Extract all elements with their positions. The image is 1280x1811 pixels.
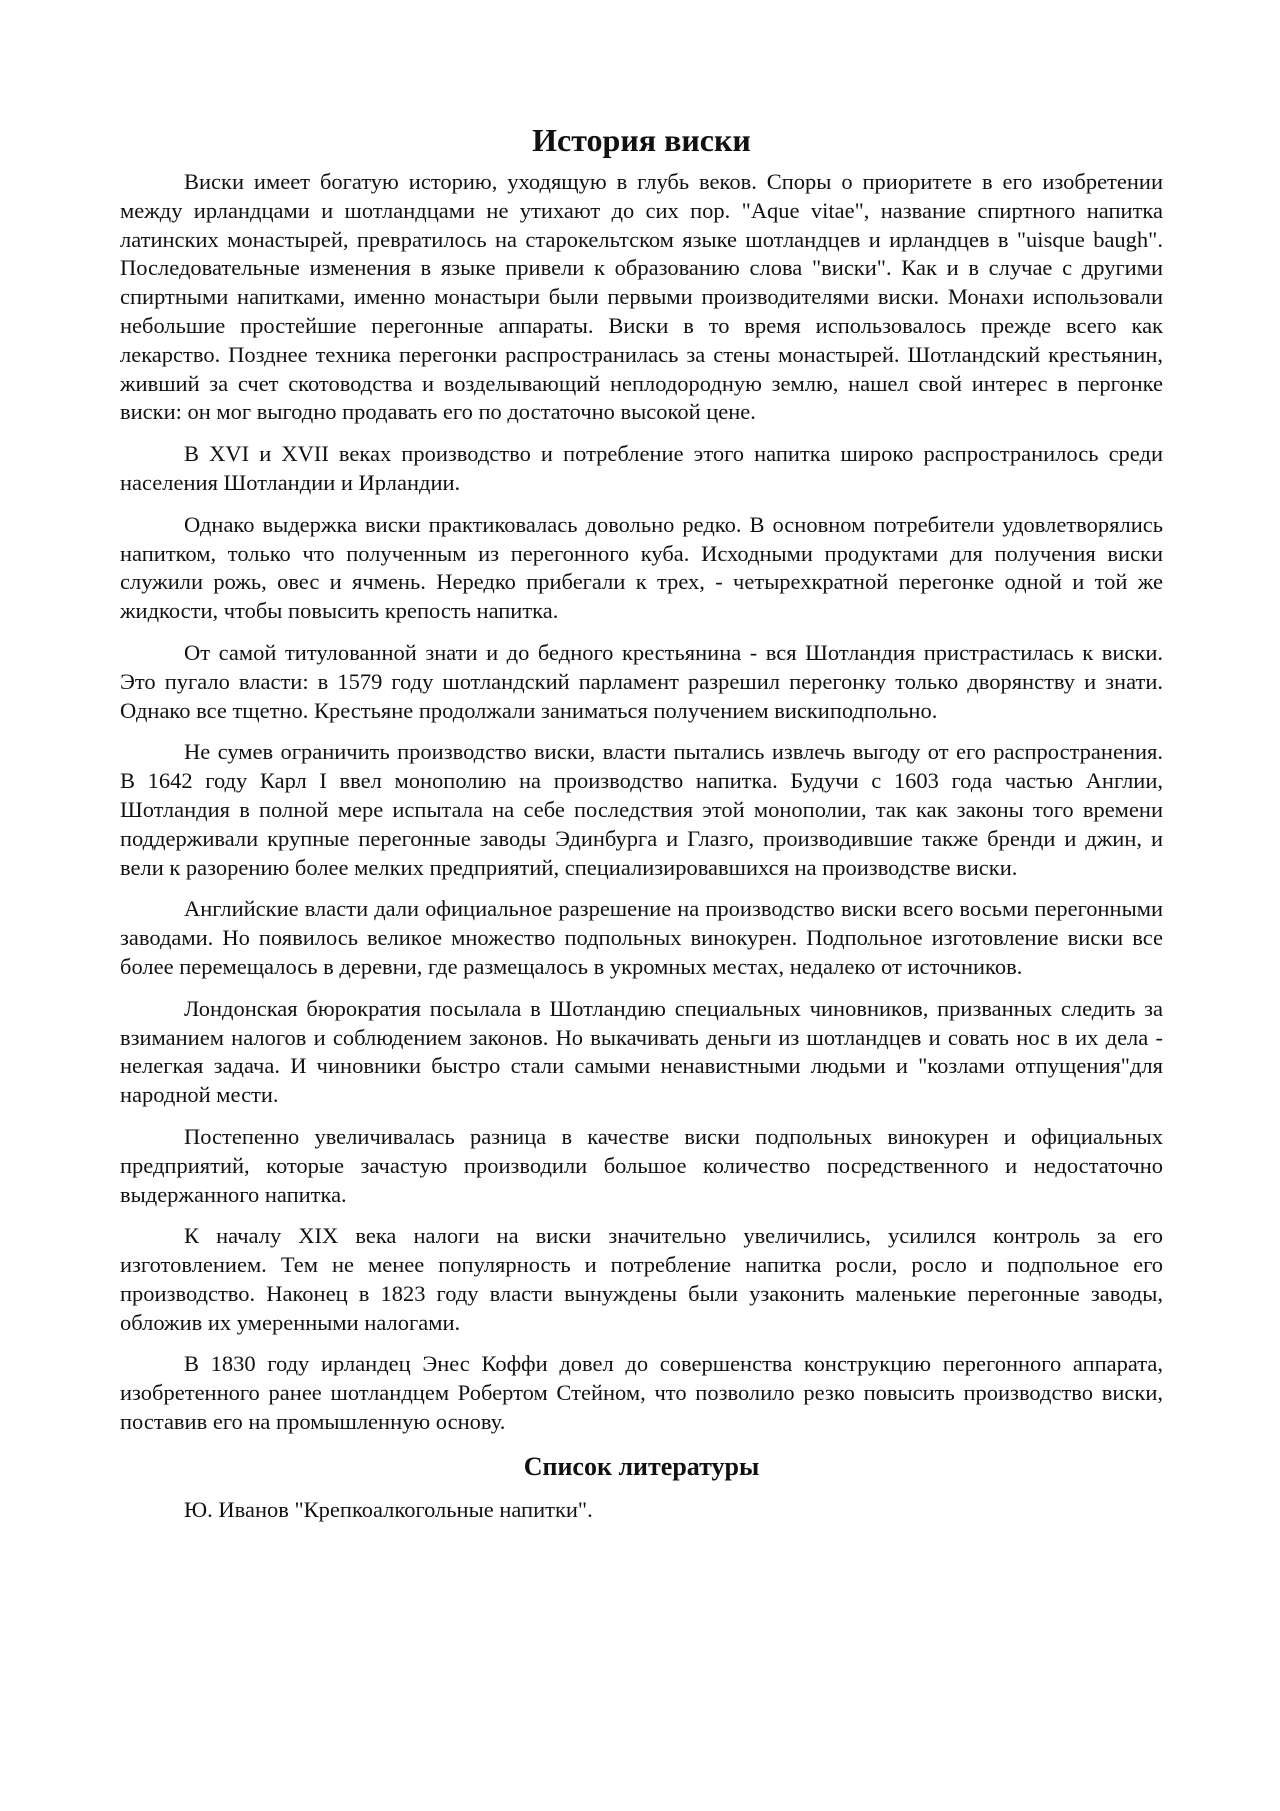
paragraph-7: Лондонская бюрократия посылала в Шотландию специальных чиновников, призванных следить за взиманием налогов и соблюдением законов. Но выкачивать деньги из шотландцев и совать нос в их дела - нелегкая задача. И чиновники быстро стали самыми ненавистными людьми и "козлами отпущения"для народной мести. [120,995,1163,1108]
document-title: История виски [532,122,751,158]
paragraph-5: Не сумев ограничить производство виски, власти пытались извлечь выгоду от его распространения. В 1642 году Карл I ввел монополию на производство напитка. Будучи с 1603 года частью Англии, Шотландия в полной мере испытала на себе последствия этой монополии, так как законы того времени поддерживали крупные перегонные заводы Эдинбурга и Глазго, производившие также бренди и джин, и вели к разорению более мелких предприятий, специализировавшихся на производстве виски. [120,739,1163,880]
reference-item: Ю. Иванов "Крепкоалкогольные напитки". [184,1496,593,1522]
paragraph-6: Английские власти дали официальное разрешение на производство виски всего восьми перегонными заводами. Но появилось великое множество подпольных винокурен. Подпольное изготовление виски все более перемещалось в деревни, где размещалось в укромных местах, недалеко от источников. [120,896,1163,979]
paragraph-2: В XVI и XVII веках производство и потребление этого напитка широко распространилось среди населения Шотландии и Ирландии. [120,441,1163,495]
paragraph-8: Постепенно увеличивалась разница в качестве виски подпольных винокурен и официальных предприятий, которые зачастую производили большое количество посредственного и недостаточно выдержанного напитка. [120,1123,1163,1207]
references-title: Список литературы [523,1451,760,1481]
paragraph-9: К началу XIX века налоги на виски значительно увеличились, усилился контроль за его изготовлением. Тем не менее популярность и потребление напитка росли, росло и подпольное его производство. Наконец в 1823 году власти вынуждены были узаконить маленькие перегонные заводы, обложив их умеренными налогами. [120,1223,1163,1335]
paragraph-10: В 1830 году ирландец Энес Коффи довел до совершенства конструкцию перегонного аппарата, изобретенного ранее шотландцем Робертом Стейном, что позволило резко повысить производство виски, поставив его на промышленную основу. [120,1351,1163,1435]
paragraph-3: Однако выдержка виски практиковалась довольно редко. В основном потребители удовлетворялись напитком, только что полученным из перегонного куба. Исходными продуктами для получения виски служили рожь, овес и ячмень. Нередко прибегали к трех, - четырехкратной перегонке одной и той же жидкости, чтобы повысить крепость напитка. [120,511,1163,624]
paragraph-4: От самой титулованной знати и до бедного крестьянина - вся Шотландия пристрастилась к виски. Это пугало власти: в 1579 году шотландский парламент разрешил перегонку только дворянству и знати. Однако все тщетно. Крестьяне продолжали заниматься получением вискиподпольно. [120,639,1163,723]
paragraph-1: Виски имеет богатую историю, уходящую в глубь веков. Споры о приоритете в его изобретении между ирландцами и шотландцами не утихают до сих пор. "Aque vitae", название спиртного напитка латинских монастырей, превратилось на старокельтском языке шотландцев и ирландцев в "uisque baugh". Последовательные изменения в языке привели к образованию слова "виски". Как и в случае с другими спиртными напитками, именно монастыри были первыми производителями виски. Монахи использовали небольшие простейшие перегонные аппараты. Виски в то время использовалось прежде всего как лекарство. Позднее техника перегонки распространилась за стены монастырей. Шотландский крестьянин, живший за счет скотоводства и возделывающий неплодородную землю, нашел свой интерес в пергонке виски: он мог выгодно продавать его по достаточно высокой цене. [120,169,1163,425]
